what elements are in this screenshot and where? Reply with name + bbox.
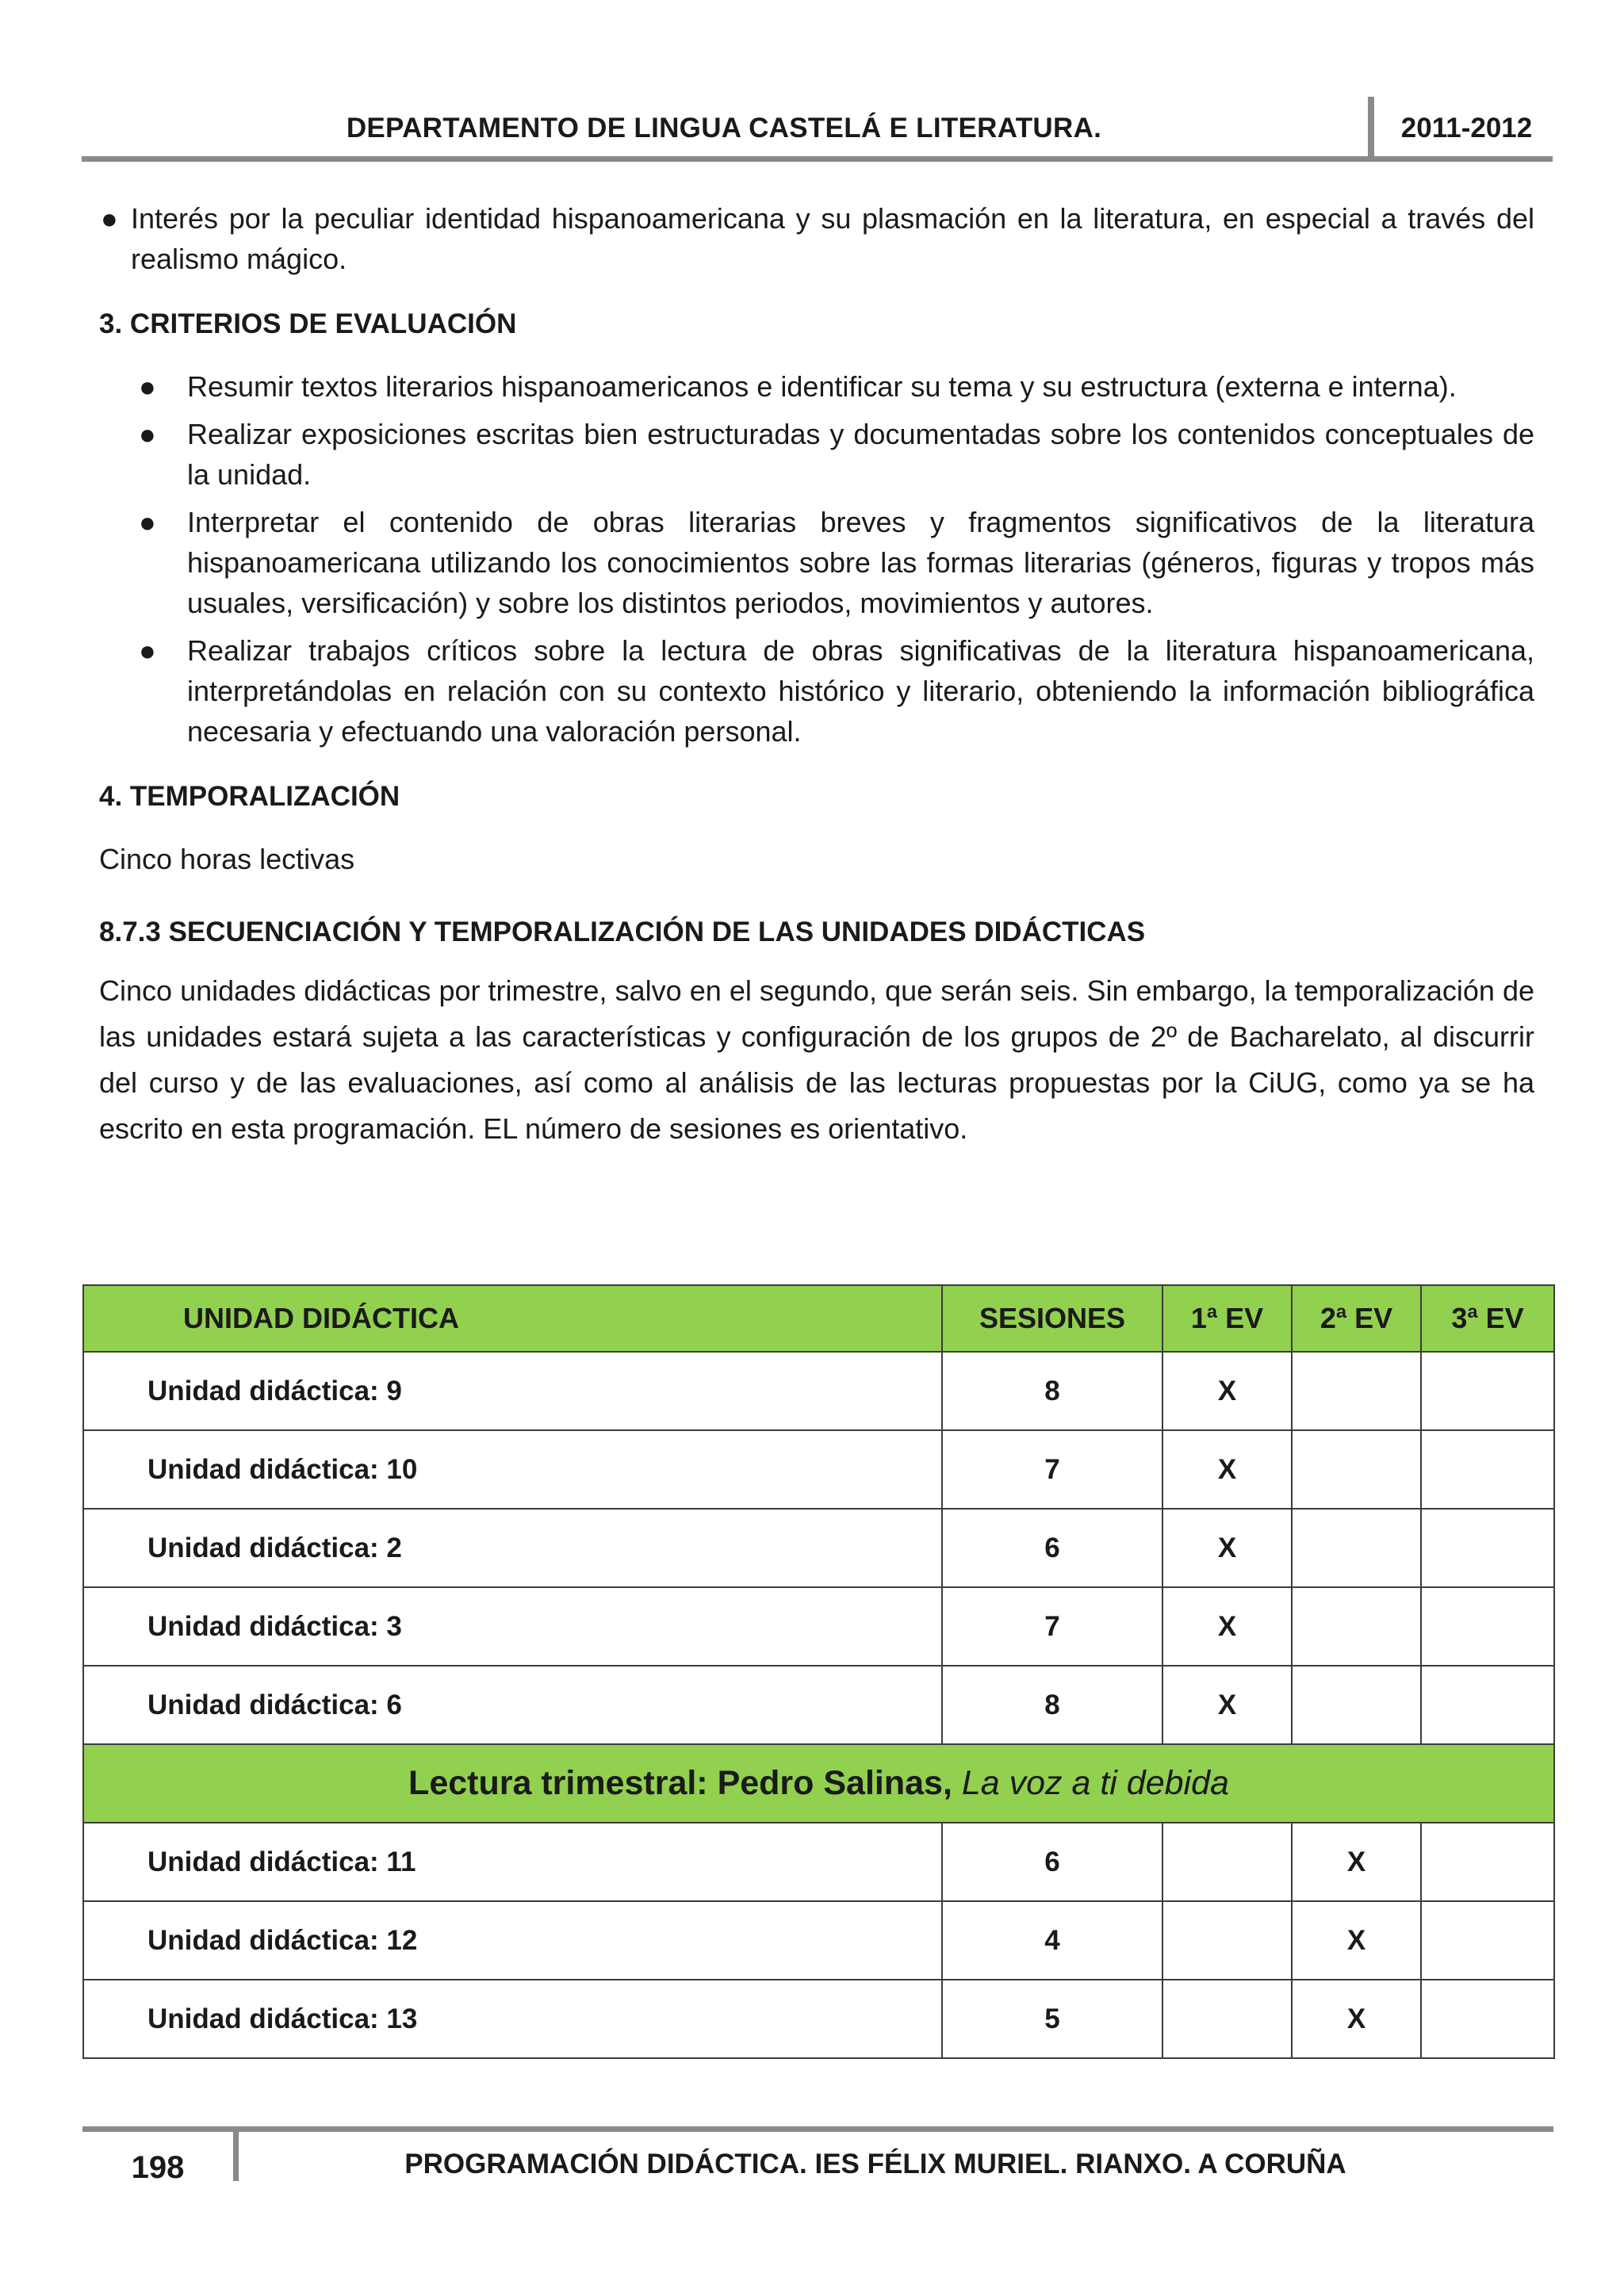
footer-text: PROGRAMACIÓN DIDÁCTICA. IES FÉLIX MURIEL. RIANXO. A CORUÑA (404, 2149, 1346, 2179)
ev2-cell: X (1292, 1901, 1421, 1980)
bullet-icon: ● (139, 418, 156, 450)
criteria-item-text: Resumir textos literarios hispanoamericanos e identificar su tema y su estructura (externa e interna). (187, 370, 1457, 403)
ev2-cell: X (1292, 1823, 1421, 1901)
criteria-item (99, 414, 1534, 495)
criteria-heading: 3. CRITERIOS DE EVALUACIÓN (99, 308, 517, 339)
sessions-cell: 7 (942, 1587, 1162, 1666)
ev1-cell: X (1162, 1430, 1292, 1509)
table-row (83, 1352, 1554, 1430)
bullet-icon: ● (139, 370, 156, 403)
bullet-icon: ● (139, 506, 156, 538)
ev1-cell: X (1162, 1587, 1292, 1666)
criteria-item-text: Interpretar el contenido de obras literarias breves y fragmentos significativos de la literatura hispanoamericana utilizando los conocimientos sobre las formas literarias (géneros, figuras y tropos más usuales, versificación) y sobre los distintos periodos, movimientos y autores. (187, 506, 1534, 619)
header-divider (1368, 97, 1374, 162)
intro-bullet-text: Interés por la peculiar identidad hispanoamericana y su plasmación en la literatura, en especial a través del realismo mágico. (131, 202, 1534, 275)
footer-rule (82, 2126, 1553, 2132)
unit-cell: Unidad didáctica: 3 (83, 1587, 942, 1666)
temporalizacion-text: Cinco horas lectivas (99, 843, 355, 875)
reading-row (83, 1744, 1554, 1823)
ev1-cell: X (1162, 1509, 1292, 1587)
secuenciacion-paragraph: Cinco unidades didácticas por trimestre, salvo en el segundo, que serán seis. Sin embargo, la temporalización de las unidades estará sujeta a las características y configuración de los grupos de 2º de Bacharelato, al discurrir del curso y de las evaluaciones, así como al análisis de las lecturas propuestas por la CiUG, como ya se ha escrito en esta programación. EL número de sesiones es orientativo. (99, 974, 1534, 1145)
ev3-cell (1421, 1666, 1554, 1744)
department-title: DEPARTAMENTO DE LINGUA CASTELÁ E LITERATURA. (346, 113, 1102, 144)
table-row (83, 1587, 1554, 1666)
table-header-row (83, 1285, 1554, 1352)
ev3-cell (1421, 1823, 1554, 1901)
criteria-item (99, 502, 1534, 623)
ev3-cell (1421, 1901, 1554, 1980)
ev2-cell (1292, 1509, 1421, 1587)
school-year: 2011-2012 (1400, 113, 1533, 144)
sessions-cell: 6 (942, 1509, 1162, 1587)
sessions-cell: 6 (942, 1823, 1162, 1901)
ev1-cell (1162, 1823, 1292, 1901)
ev3-cell (1421, 1587, 1554, 1666)
criteria-list (99, 366, 1534, 752)
ev1-cell: X (1162, 1666, 1292, 1744)
criteria-item (99, 366, 1534, 407)
unit-cell: Unidad didáctica: 13 (83, 1980, 942, 2058)
secuenciacion-heading: 8.7.3 SECUENCIACIÓN Y TEMPORALIZACIÓN DE LAS UNIDADES DIDÁCTICAS (99, 916, 1146, 947)
criteria-item (99, 630, 1534, 752)
ev2-cell: X (1292, 1980, 1421, 2058)
unit-cell: Unidad didáctica: 10 (83, 1430, 942, 1509)
table-row (83, 1666, 1554, 1744)
unit-cell: Unidad didáctica: 9 (83, 1352, 942, 1430)
ev3-cell (1421, 1980, 1554, 2058)
table-row (83, 1509, 1554, 1587)
header-ev3: 3ª EV (1421, 1285, 1554, 1352)
sessions-cell: 7 (942, 1430, 1162, 1509)
ev2-cell (1292, 1587, 1421, 1666)
table-row (83, 1901, 1554, 1980)
sessions-cell: 4 (942, 1901, 1162, 1980)
header-ev1: 1ª EV (1162, 1285, 1292, 1352)
unit-cell: Unidad didáctica: 6 (83, 1666, 942, 1744)
ev2-cell (1292, 1352, 1421, 1430)
ev3-cell (1421, 1352, 1554, 1430)
sessions-cell: 8 (942, 1352, 1162, 1430)
page-content (99, 198, 1534, 1152)
units-schedule-table (82, 1284, 1555, 2059)
table-row (83, 1823, 1554, 1901)
ev2-cell (1292, 1430, 1421, 1509)
header-sessions: SESIONES (942, 1285, 1162, 1352)
ev3-cell (1421, 1509, 1554, 1587)
ev2-cell (1292, 1666, 1421, 1744)
header-unit: UNIDAD DIDÁCTICA (83, 1285, 942, 1352)
unit-cell: Unidad didáctica: 12 (83, 1901, 942, 1980)
temporalizacion-heading: 4. TEMPORALIZACIÓN (99, 781, 400, 812)
reading-title: La voz a ti debida (961, 1764, 1229, 1802)
ev1-cell (1162, 1901, 1292, 1980)
intro-bullet-item (99, 198, 1534, 279)
sessions-cell: 5 (942, 1980, 1162, 2058)
ev1-cell (1162, 1980, 1292, 2058)
reading-label: Lectura trimestral: Pedro Salinas, (408, 1764, 952, 1802)
page-header (82, 95, 1553, 162)
header-rule (82, 156, 1553, 162)
footer-divider (233, 2132, 239, 2181)
ev1-cell: X (1162, 1352, 1292, 1430)
unit-cell: Unidad didáctica: 2 (83, 1509, 942, 1587)
sessions-cell: 8 (942, 1666, 1162, 1744)
criteria-item-text: Realizar trabajos críticos sobre la lectura de obras significativas de la literatura hispanoamericana, interpretándolas en relación con su contexto histórico y literario, obteniendo la información bibliográfica necesaria y efectuando una valoración personal. (187, 634, 1534, 748)
page-footer (82, 2126, 1553, 2198)
table-row (83, 1430, 1554, 1509)
header-ev2: 2ª EV (1292, 1285, 1421, 1352)
ev3-cell (1421, 1430, 1554, 1509)
reading-cell (83, 1744, 1554, 1823)
bullet-icon: ● (139, 634, 156, 667)
page-number: 198 (131, 2150, 185, 2185)
unit-cell: Unidad didáctica: 11 (83, 1823, 942, 1901)
bullet-icon: ● (101, 202, 118, 235)
criteria-item-text: Realizar exposiciones escritas bien estructuradas y documentadas sobre los contenidos conceptuales de la unidad. (187, 418, 1534, 491)
table-row (83, 1980, 1554, 2058)
